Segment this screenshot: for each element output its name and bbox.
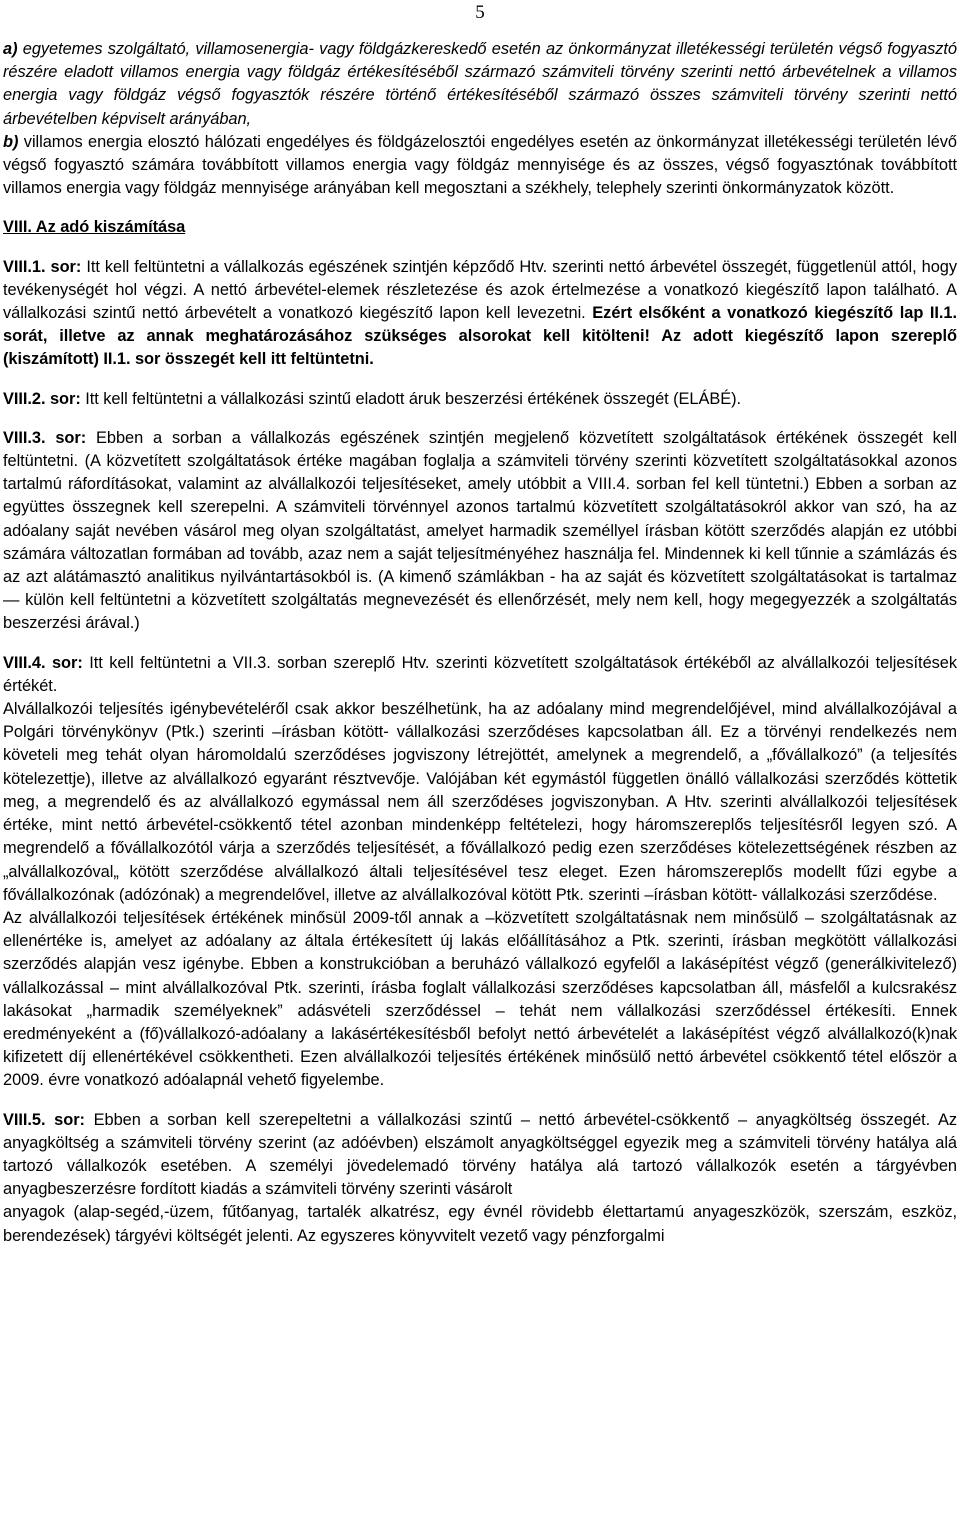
- viii-5-sor: sor:: [45, 1110, 85, 1129]
- paragraph-viii-3: [3, 427, 957, 636]
- paragraph-a-text: egyetemes szolgáltató, villamosenergia- vagy földgázkereskedő esetén az önkormányzat illetékességi területén végső fogyasztó részére eladott villamos energia vagy földgáz értékesítéséből származó számviteli törvény szerinti nettó árbevételnek a villamos energia vagy földgáz végső fogyasztók részére történő értékesítéséből származó összes számviteli törvény szerinti nettó árbevételben képviselt arányában,: [3, 40, 957, 128]
- paragraph-viii-4-alvallalkozoi: Alvállalkozói teljesítés igénybevételéről csak akkor beszélhetünk, ha az adóalany mind megrendelőjével, mind alvállalkozójával a Polgári törvénykönyv (Ptk.) szerinti –írásban kötött- vállalkozási szerződéses kapcsolatban áll. Ez a törvényi rendelkezés nem követeli meg tehát olyan háromoldalú szerződéses jogviszony létrejöttét, amelynek a megrendelő, a „fővállalkozó” (a teljesítés kötelezettje), illetve az alvállalkozó egyaránt résztvevője. Valójában két egymástól független önálló vállalkozási szerződés köttetik meg, a megrendelő és az alvállalkozó egymással nem áll szerződéses jogviszonyban. A Htv. szerinti alvállalkozói teljesítések értéke, mint nettó árbevétel-csökkentő tétel azonban mindenképp feltételezi, hogy háromszereplős teljesítésről legyen szó. A megrendelő a fővállalkozótól várja a szerződés teljesítését, a fővállalkozó pedig ezen szerződéses kötelezettségének részben az „alvállalkozóval„ kötött szerződése alvállalkozó általi teljesítésével tesz eleget. Ezen háromszereplős modellt fűzi egybe a fővállalkozónak (adózónak) a megrendelővel, illetve az alvállalkozóval kötött Ptk. szerinti –írásban kötött- vállalkozási szerződése.: [3, 700, 957, 904]
- viii-1-bold-text: Ezért elsőként a vonatkozó kiegészítő lap II.1. sorát, illetve az annak meghatározásához szükséges alsorokat kell kitölteni! Az adott kiegészítő lapon szereplő (kiszámított) II.1. sor összegét kell itt feltüntetni.: [3, 304, 958, 369]
- paragraph-viii-5-continued: anyagok (alap-segéd,-üzem, fűtőanyag, tartalék alkatrész, egy évnél rövidebb élettartamú anyageszközök, szerszám, eszköz, berendezések) tárgyévi költségét jelenti. Az egyszeres könyvvitelt vezető vagy pénzforgalmi: [3, 1203, 957, 1245]
- viii-4-text: Itt kell feltüntetni a VII.3. sorban szereplő Htv. szerinti közvetített szolgáltatások értékéből az alvállalkozói teljesítések értékét.: [3, 653, 957, 695]
- viii-1-text: Itt kell feltüntetni a vállalkozás egészének szintjén képződő Htv. szerinti nettó árbevétel összegét, függetlenül attól, hogy tevékenységét hol végzi. A nettó árbevétel-elemek részletezése és azok értelmezése a vonatkozó kiegészítő lapon található. A vállalkozási szintű nettó árbevételt a vonatkozó kiegészítő lapon kell levezetni.: [3, 257, 957, 323]
- viii-2-label: VIII.2.: [3, 389, 46, 408]
- viii-1-sor: sor:: [45, 257, 82, 276]
- viii-2-sor: sor:: [45, 389, 81, 408]
- paragraph-b-label: b): [3, 132, 19, 151]
- viii-5-text: Ebben a sorban kell szerepeltetni a vállalkozási szintű – nettó árbevétel-csökkentő – anyagköltség összegét. Az anyagköltség a számviteli törvény szerint (az adóévben) elszámolt anyagköltséggel egyezik meg a számviteli törvény hatálya alá tartozó vállalkozók esetében. A személyi jövedelemadó törvény hatálya alá tartozó vállalkozók esetén a tárgyévben anyagbeszerzésre fordított kiadás a számviteli törvény szerinti vásárolt: [3, 1110, 957, 1199]
- paragraph-b-text: villamos energia elosztó hálózati engedélyes és földgázelosztói engedélyes esetén az önkormányzat illetékességi területén lévő végső fogyasztó számára továbbított villamos energia vagy földgáz mennyisége és az összes, végső fogyasztónak továbbított villamos energia vagy földgáz mennyisége arányában kell megosztani a székhely, telephely szerinti önkormányzatok között.: [3, 132, 957, 198]
- viii-3-sor: sor:: [45, 428, 87, 447]
- paragraph-viii-5: [3, 1109, 957, 1202]
- viii-4-sor: sor:: [45, 653, 83, 672]
- viii-4-label: VIII.4.: [3, 653, 46, 672]
- paragraph-viii-4: [3, 652, 957, 698]
- page-number: 5: [475, 2, 485, 23]
- viii-5-label: VIII.5.: [3, 1110, 46, 1129]
- section-heading-text: VIII. Az adó kiszámítása: [3, 218, 186, 237]
- paragraph-viii-4-2009: Az alvállalkozói teljesítések értékének minősül 2009-től annak a –közvetített szolgáltatásnak nem minősülő – szolgáltatásnak az ellenértéke is, amelyet az adóalany az általa értékesített új lakás előállításához a Ptk. szerinti, írásban megkötött vállalkozási szerződés alapján vesz igénybe. Ebben a konstrukcióban a beruházó vállalkozó egyfelől a lakásépítést végző (generálkivitelező) vállalkozással – mint alvállalkozóval Ptk. szerinti, írásba foglalt vállalkozási szerződéses kapcsolatban áll, másfelől a kulcsrakész lakásokat „harmadik személyeknek” adásvételi szerződéssel – tehát nem vállalkozási szerződéssel értékesíti. Ennek eredményeként a (fő)vállalkozó-adóalany a lakásértékesítésből befolyt nettó árbevételét a lakásépítést végző alvállalkozó(k)nak kifizetett díj ellenértékével csökkentheti. Ezen alvállalkozói teljesítés értékének minősülő nettó árbevétel csökkentő tétel először a 2009. évre vonatkozó adóalapnál vehető figyelembe.: [3, 908, 957, 1090]
- paragraph-a-label: a): [3, 40, 18, 58]
- paragraph-viii-1: [3, 256, 957, 372]
- paragraph-b: [3, 131, 957, 201]
- viii-3-text: Ebben a sorban a vállalkozás egészének szintjén megjelenő közvetített szolgáltatások értékének összegét kell feltüntetni. (A közvetített szolgáltatások értéke magában foglalja a számviteli törvény szerinti közvetített szolgáltatásokkal azonos tartalmú ráfordításokat, valamint az alvállalkozói teljesítéseket, amely utóbbit a VIII.4. sorban fel kell tüntetni.) Ebben a sorban az együttes összegnek kell szerepelni. A számviteli törvénnyel azonos tartalmú közvetített szolgáltatásokról akkor van szó, ha az adóalany saját nevében vásárol meg olyan szolgáltatást, amelyet harmadik személlyel írásban kötött szerződés alapján ez utóbbi számára változatlan formában ad tovább, azaz nem a saját teljesítményéhez használja fel. Mindennek ki kell tűnnie a számlázás és az azt alátámasztó analitikus nyilvántartásokból is. (A kimenő számlákban - ha az saját és közvetített szolgáltatásokat is tartalmaz — külön kell feltüntetni a közvetített szolgáltatás megnevezését és ellenőrzését, mely nem kell, hogy megegyezzék a szolgáltatás beszerzési árával.): [3, 428, 957, 633]
- section-heading: [3, 216, 957, 239]
- viii-3-label: VIII.3.: [3, 428, 46, 447]
- document-body: [3, 38, 957, 1248]
- viii-2-text: Itt kell feltüntetni a vállalkozási szintű eladott áruk beszerzési értékének összegét (ELÁBÉ).: [80, 389, 742, 408]
- paragraph-a: [3, 38, 957, 131]
- paragraph-viii-2: [3, 388, 957, 411]
- viii-1-label: VIII.1.: [3, 257, 46, 276]
